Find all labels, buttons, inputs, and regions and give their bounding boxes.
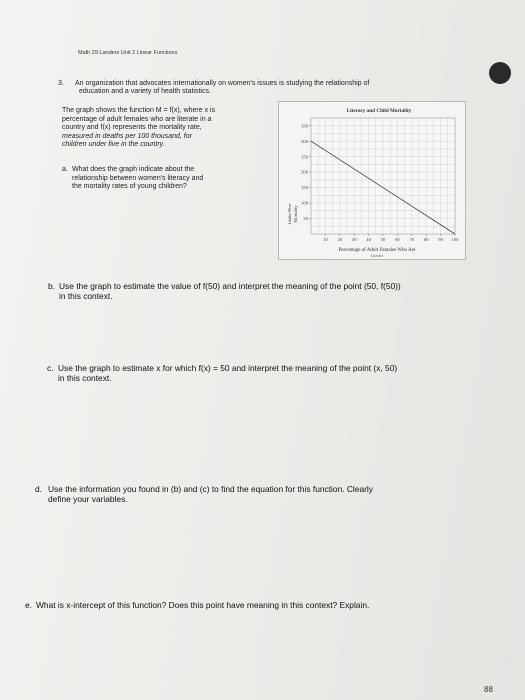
- worksheet-header: Math 29 Landers Unit 2 Linear Functions: [78, 50, 178, 56]
- y-tick-label: 100: [301, 200, 308, 206]
- part-c-letter: c.: [47, 363, 54, 373]
- x-axis-label-line-2: Literate: [370, 253, 384, 258]
- part-b-line-2: in this context.: [59, 291, 113, 301]
- x-tick-label: 40: [366, 237, 371, 242]
- binder-hole: [489, 62, 511, 84]
- part-b-line-1: Use the graph to estimate the value of f(50) and interpret the meaning of the point (50, f(50)): [59, 281, 401, 291]
- part-d-question: [35, 484, 505, 508]
- x-tick-label: 60: [395, 237, 400, 242]
- part-e-line-1: What is x-intercept of this function? Does this point have meaning in this context? Explain.: [36, 600, 370, 610]
- part-e-text: [36, 600, 456, 610]
- x-axis-label-line-1: Percentage of Adult Females Who Are: [338, 248, 416, 253]
- x-tick-label: 70: [409, 237, 415, 242]
- part-a-question: [72, 166, 267, 192]
- desc-line-3: country and f(x) represents the mortality rate,: [62, 124, 202, 132]
- page-number: 88: [484, 685, 493, 694]
- part-c-question: [47, 363, 507, 387]
- part-a-line-1: What does the graph indicate about the: [72, 166, 195, 173]
- part-e-question: [25, 600, 505, 612]
- part-c-text: [58, 363, 478, 383]
- part-a-line-3: the mortality rates of young children?: [72, 183, 187, 191]
- problem-intro: [66, 80, 466, 96]
- literacy-mortality-chart: [279, 102, 465, 259]
- x-tick-label: 90: [438, 237, 443, 242]
- y-tick-labels: [301, 123, 309, 221]
- y-tick-label: 150: [301, 185, 308, 191]
- x-tick-label: 30: [351, 237, 357, 242]
- chart-container: [278, 101, 466, 260]
- intro-line-2: education and a variety of health statistics.: [79, 88, 211, 95]
- part-d-text: [48, 484, 468, 504]
- y-axis-label-line-2: Mortality: [293, 205, 298, 223]
- part-c-line-2: in this context.: [58, 373, 112, 383]
- y-tick-label: 350: [301, 123, 308, 129]
- desc-line-5: children under five in the country.: [62, 141, 165, 149]
- y-tick-label: 300: [301, 138, 308, 144]
- part-a-letter: a.: [62, 166, 68, 173]
- intro-line-1: An organization that advocates internationally on women's issues is studying the relationship of: [75, 80, 370, 87]
- y-tick-label: 200: [301, 169, 308, 175]
- x-tick-label: 80: [423, 237, 429, 242]
- part-b-question: [48, 281, 508, 305]
- part-d-line-1: Use the information you found in (b) and (c) to find the equation for this function. Clearly: [48, 484, 373, 494]
- part-e-letter: e.: [25, 600, 32, 610]
- chart-title: Literacy and Child Mortality: [346, 108, 412, 114]
- part-b-letter: b.: [48, 281, 55, 291]
- problem-number: 3.: [58, 80, 64, 87]
- x-tick-labels: [323, 237, 459, 242]
- part-d-letter: d.: [35, 484, 42, 494]
- part-b-text: [59, 281, 479, 301]
- desc-line-1: The graph shows the function M = f(x), where x is: [62, 107, 216, 114]
- x-tick-label: 50: [380, 237, 386, 242]
- part-a-line-2: relationship between women's literacy and: [72, 174, 204, 182]
- desc-line-2: percentage of adult females who are literate in a: [62, 115, 212, 123]
- y-tick-label: 250: [301, 154, 308, 160]
- desc-line-4: measured in deaths per 100 thousand, for: [62, 132, 192, 140]
- y-axis-label-line-1: Under-Five: [287, 203, 292, 225]
- x-tick-label: 10: [323, 237, 328, 242]
- x-tick-label: 20: [337, 237, 343, 242]
- y-tick-label: 50: [303, 216, 308, 222]
- part-c-line-1: Use the graph to estimate x for which f(x) = 50 and interpret the meaning of the point (x, 50): [58, 363, 398, 373]
- function-description: [62, 107, 272, 150]
- chart-grid: [309, 118, 455, 236]
- x-tick-label: 100: [451, 237, 459, 242]
- part-d-line-2: define your variables.: [48, 494, 128, 504]
